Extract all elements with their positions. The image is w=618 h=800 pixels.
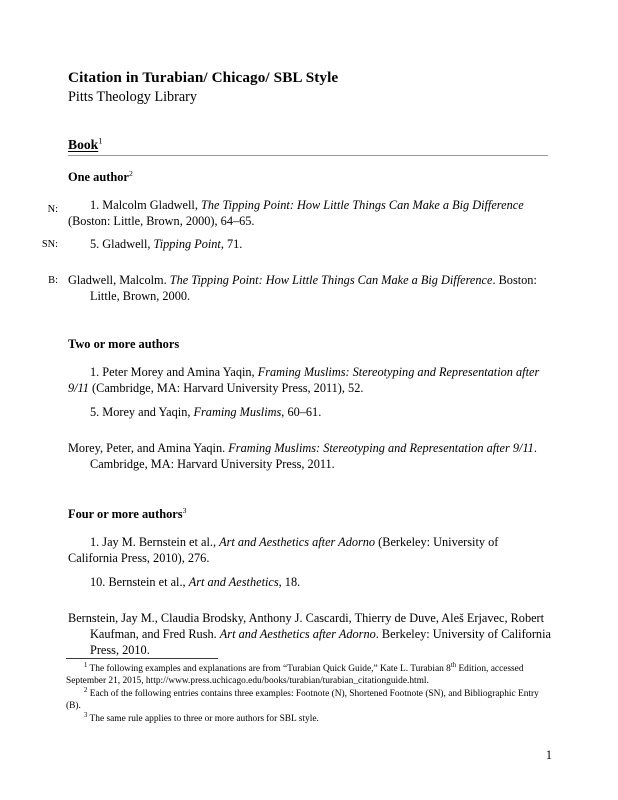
entry-author: Gladwell, Malcolm. xyxy=(68,273,170,287)
entry-number: 5. xyxy=(90,237,103,251)
entry-author: Morey and Yaqin, xyxy=(102,405,194,419)
footnote-area xyxy=(66,658,550,725)
subheading-label: One author xyxy=(68,170,129,184)
entry-author: Jay M. Bernstein et al., xyxy=(102,535,220,549)
entry-number: 5. xyxy=(90,405,103,419)
footnote-2 xyxy=(66,688,550,713)
footnote-1 xyxy=(66,663,550,688)
entry-author: Peter Morey and Amina Yaqin, xyxy=(102,365,258,379)
footnote-3 xyxy=(66,713,550,725)
entry-author: Bernstein, Jay M., Claudia Brodsky, Anthony J. Cascardi, Thierry de Duve, Aleš Erjavec, Robert Kaufman, and Fred Rush. xyxy=(68,611,545,641)
entry-rest: , 18. xyxy=(278,575,301,589)
footnote-text-after: Edition, accessed September 21, 2015, http://www.press.uchicago.edu/books/turabian/turabian_citationguide.html. xyxy=(66,664,524,687)
entry-number: 1. xyxy=(90,365,103,379)
margin-label-shortened-note: SN: xyxy=(41,239,58,250)
entry-title: Framing Muslims: Stereotyping and Representation after 9/11 xyxy=(228,441,534,455)
entry-title: Framing Muslims: Stereotyping and Representation after 9/11 xyxy=(68,365,540,395)
footnote-text-before: The following examples and explanations are from “Turabian Quick Guide,” Kate L. Turabian 8 xyxy=(87,664,451,674)
section-heading-book xyxy=(68,137,548,156)
entry-rest: , 60–61. xyxy=(281,405,322,419)
subheading-two-or-more-authors xyxy=(68,337,179,352)
entry-title: The Tipping Point: How Little Things Can Make a Big Difference xyxy=(201,198,524,212)
subheading-four-or-more-authors xyxy=(68,507,186,522)
footnote-marker: 1 xyxy=(84,661,88,669)
entry-author: Bernstein et al., xyxy=(108,575,189,589)
entry-note-2 xyxy=(68,365,546,397)
entry-title: Art and Aesthetics after Adorno xyxy=(219,535,376,549)
entry-number: 1. xyxy=(90,198,103,212)
entry-author: Malcolm Gladwell, xyxy=(102,198,201,212)
page-number: 1 xyxy=(545,748,552,762)
entry-rest: . Cambridge, MA: Harvard University Press, 2011. xyxy=(90,441,537,471)
entry-shortened-note-3 xyxy=(68,575,546,591)
entry-shortened-note-2 xyxy=(68,405,546,421)
entry-title: Framing Muslims xyxy=(193,405,282,419)
footnote-marker: 3 xyxy=(84,711,88,719)
entry-note-1 xyxy=(68,198,546,230)
entry-title: Art and Aesthetics xyxy=(188,575,279,589)
section-heading-label: Book xyxy=(68,137,99,152)
footnote-separator-rule xyxy=(66,658,218,659)
entry-rest: (Cambridge, MA: Harvard University Press, 2011), 52. xyxy=(88,380,364,395)
footnote-ordinal: th xyxy=(450,661,457,669)
page-title: Citation in Turabian/ Chicago/ SBL Style xyxy=(68,69,339,86)
entry-rest: (Boston: Little, Brown, 2000), 64–65. xyxy=(68,213,255,228)
footnote-text-before: Each of the following entries contains three examples: Footnote (N), Shortened Footnote (SN), and Bibliographic Entry (B). xyxy=(66,688,539,712)
footnote-marker: 2 xyxy=(84,686,88,694)
section-heading-footnote-marker: 1 xyxy=(98,135,103,146)
subheading-label: Two or more authors xyxy=(68,337,180,351)
entry-title: Tipping Point xyxy=(153,237,221,251)
subheading-label: Four or more authors xyxy=(68,507,183,521)
entry-title: The Tipping Point: How Little Things Can Make a Big Difference xyxy=(169,273,493,287)
entry-author: Morey, Peter, and Amina Yaqin. xyxy=(68,441,229,455)
page-subtitle: Pitts Theology Library xyxy=(68,89,197,106)
entry-bibliography-3 xyxy=(68,611,568,659)
entry-title: Art and Aesthetics after Adorno xyxy=(219,626,376,641)
entry-bibliography-1 xyxy=(68,273,568,305)
entry-rest: (Berkeley: University of California Press, 2010), 276. xyxy=(68,535,499,565)
title-block xyxy=(68,68,550,107)
entry-rest: . Berkeley: University of California Press, 2010. xyxy=(90,626,551,657)
margin-label-bibliography: B: xyxy=(48,275,58,286)
subheading-footnote-marker: 2 xyxy=(128,168,133,178)
entry-number: 1. xyxy=(90,535,103,549)
entry-author: Gladwell, xyxy=(102,237,154,251)
entry-note-3 xyxy=(68,535,546,567)
entry-rest: . Boston: Little, Brown, 2000. xyxy=(90,273,537,303)
margin-label-note: N: xyxy=(47,204,58,215)
entry-shortened-note-1 xyxy=(68,237,546,253)
footnote-text-before: The same rule applies to three or more authors for SBL style. xyxy=(87,713,319,724)
subheading-footnote-marker: 3 xyxy=(182,505,187,515)
entry-number: 10. xyxy=(90,575,109,589)
entry-rest: , 71. xyxy=(220,237,243,251)
entry-bibliography-2 xyxy=(68,441,568,473)
subheading-one-author xyxy=(68,170,133,185)
